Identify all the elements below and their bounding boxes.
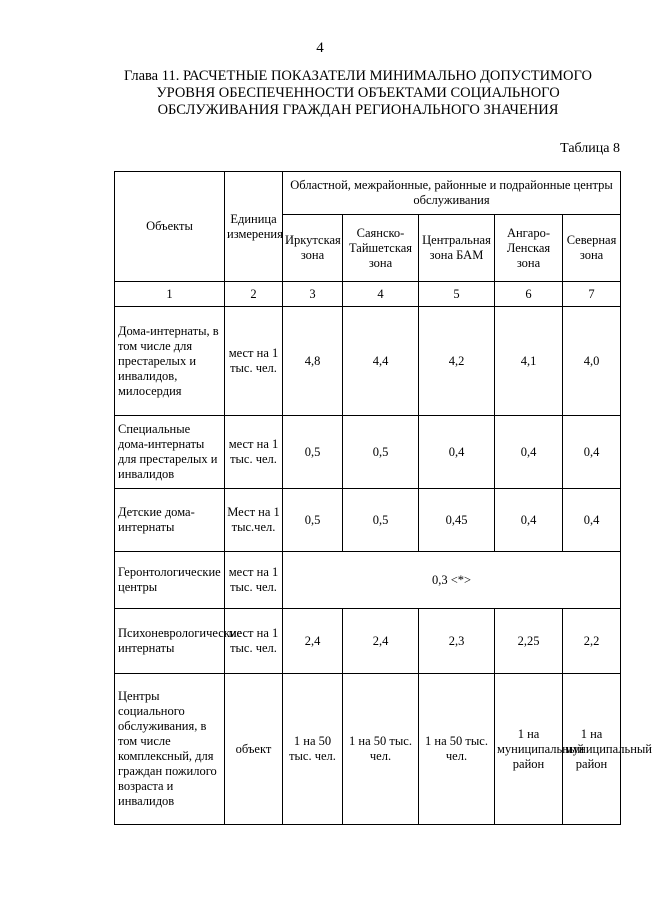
merged-value-cell: 0,3 <*> (283, 552, 621, 609)
value-cell: 0,4 (495, 416, 563, 489)
value-cell: 4,1 (495, 307, 563, 416)
value-cell: 0,4 (419, 416, 495, 489)
column-numbers-row (115, 282, 621, 307)
unit-cell: мест на 1 тыс. чел. (225, 609, 283, 674)
header-unit: Единица измерения (225, 172, 283, 282)
table-row (115, 307, 621, 416)
table-caption: Таблица 8 (560, 141, 620, 156)
table-row (115, 489, 621, 552)
value-cell: 0,5 (343, 416, 419, 489)
value-cell: 4,4 (343, 307, 419, 416)
value-cell: 1 на муниципальный район (563, 674, 621, 825)
value-cell: 2,3 (419, 609, 495, 674)
object-cell: Геронтологические центры (115, 552, 225, 609)
value-cell: 2,4 (283, 609, 343, 674)
page-number: 4 (316, 40, 324, 56)
social-services-table (114, 171, 652, 825)
value-cell: 0,45 (419, 489, 495, 552)
object-cell: Специальные дома-интернаты для престарелых и инвалидов (115, 416, 225, 489)
value-cell: 0,4 (495, 489, 563, 552)
object-cell: Дома-интернаты, в том числе для престарелых и инвалидов, милосердия (115, 307, 225, 416)
header-zone: Центральная зона БАМ (419, 215, 495, 282)
table-row (115, 674, 621, 825)
value-cell: 0,4 (563, 489, 621, 552)
value-cell: 2,25 (495, 609, 563, 674)
value-cell: 4,0 (563, 307, 621, 416)
object-cell: Психоневрологические интернаты (115, 609, 225, 674)
header-zone: Иркутская зона (283, 215, 343, 282)
table-header-row (115, 172, 621, 215)
value-cell: 1 на 50 тыс. чел. (283, 674, 343, 825)
column-number: 3 (283, 282, 343, 307)
unit-cell: мест на 1 тыс. чел. (225, 552, 283, 609)
header-group: Областной, межрайонные, районные и подрайонные центры обслуживания (283, 172, 621, 215)
header-objects: Объекты (115, 172, 225, 282)
object-cell: Детские дома-интернаты (115, 489, 225, 552)
table-row (115, 552, 621, 609)
value-cell: 0,5 (343, 489, 419, 552)
header-zone: Ангаро-Ленская зона (495, 215, 563, 282)
chapter-heading: Глава 11. РАСЧЕТНЫЕ ПОКАЗАТЕЛИ МИНИМАЛЬНО ДОПУСТИМОГО УРОВНЯ ОБЕСПЕЧЕННОСТИ ОБЪЕКТАМИ СОЦИАЛЬНОГО ОБСЛУЖИВАНИЯ ГРАЖДАН РЕГИОНАЛЬНОГО ЗНАЧЕНИЯ (124, 68, 592, 118)
value-cell: 0,5 (283, 416, 343, 489)
table-row (115, 609, 621, 674)
column-number: 6 (495, 282, 563, 307)
value-cell: 2,2 (563, 609, 621, 674)
value-cell: 4,8 (283, 307, 343, 416)
header-zone: Саянско-Тайшетская зона (343, 215, 419, 282)
value-cell: 0,4 (563, 416, 621, 489)
value-cell: 4,2 (419, 307, 495, 416)
column-number: 2 (225, 282, 283, 307)
value-cell: 2,4 (343, 609, 419, 674)
unit-cell: мест на 1 тыс. чел. (225, 307, 283, 416)
unit-cell: объект (225, 674, 283, 825)
value-cell: 1 на муниципальный район (495, 674, 563, 825)
unit-cell: мест на 1 тыс. чел. (225, 416, 283, 489)
header-zone: Северная зона (563, 215, 621, 282)
value-cell: 1 на 50 тыс. чел. (343, 674, 419, 825)
value-cell: 0,5 (283, 489, 343, 552)
column-number: 4 (343, 282, 419, 307)
column-number: 7 (563, 282, 621, 307)
column-number: 1 (115, 282, 225, 307)
object-cell: Центры социального обслуживания, в том числе комплексный, для граждан пожилого возраста и инвалидов (115, 674, 225, 825)
unit-cell: Мест на 1 тыс.чел. (225, 489, 283, 552)
column-number: 5 (419, 282, 495, 307)
value-cell: 1 на 50 тыс. чел. (419, 674, 495, 825)
table-row (115, 416, 621, 489)
